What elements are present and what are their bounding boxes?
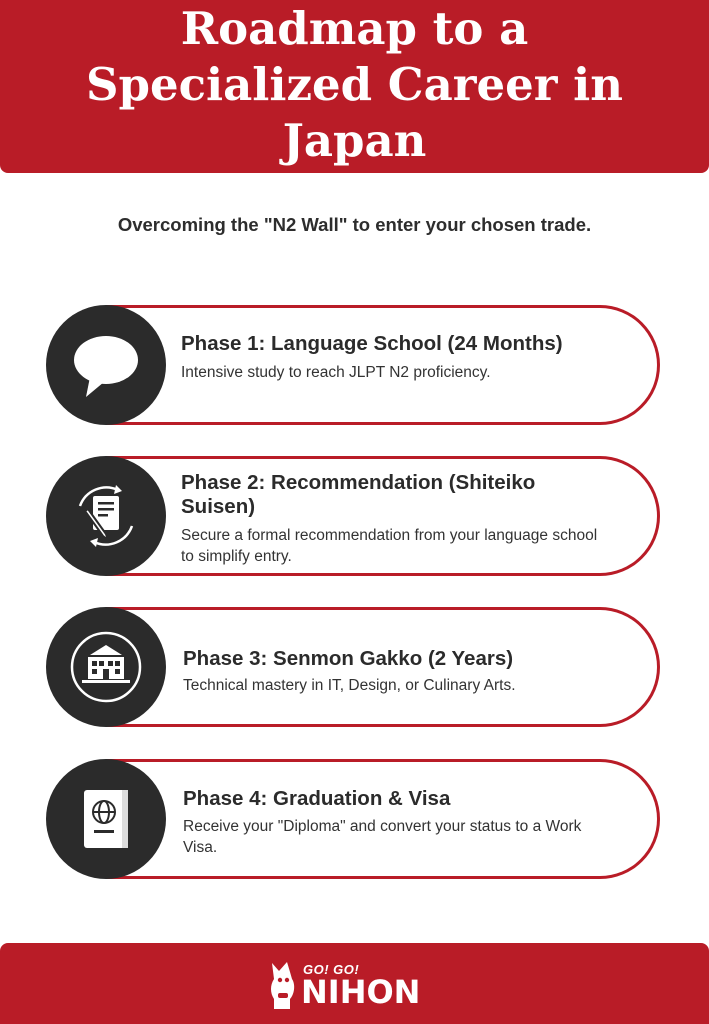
- document-pencil-icon: [66, 476, 146, 556]
- school-building-icon: [66, 627, 146, 707]
- speech-bubble-icon: [68, 327, 144, 403]
- phase-description: Technical mastery in IT, Design, or Culinary Arts.: [183, 677, 516, 694]
- phase-title: Phase 3: Senmon Gakko (2 Years): [183, 647, 514, 670]
- passport-icon: [76, 784, 136, 854]
- phase-title: Phase 1: Language School (24 Months): [181, 332, 563, 355]
- phase-card-2: [106, 456, 660, 576]
- phase-title: Phase 2: Recommendation (Shiteiko Suisen): [181, 471, 536, 518]
- phase-card-1: [106, 305, 660, 425]
- page-title: Roadmap to a Specialized Career in Japan: [86, 2, 623, 167]
- logo-nihon-text: NIHON: [301, 973, 421, 1011]
- phase-card-3: [106, 607, 660, 727]
- phase-description: Intensive study to reach JLPT N2 proficiency.: [181, 364, 491, 381]
- page-subtitle: Overcoming the "N2 Wall" to enter your chosen trade.: [117, 214, 592, 235]
- logo-go-go-text: GO! GO!: [303, 962, 360, 977]
- phase-description: Secure a formal recommendation from your language school to simplify entry.: [181, 527, 598, 565]
- phase-icon-circle-1: [46, 305, 166, 425]
- phase-icon-circle-2: [46, 456, 166, 576]
- phase-icon-circle-4: [46, 759, 166, 879]
- phase-icon-circle-3: [46, 607, 166, 727]
- phase-description: Receive your "Diploma" and convert your status to a Work Visa.: [183, 818, 582, 856]
- phase-title: Phase 4: Graduation & Visa: [183, 787, 451, 810]
- header-banner: [0, 0, 709, 173]
- phase-card-4: [106, 759, 660, 879]
